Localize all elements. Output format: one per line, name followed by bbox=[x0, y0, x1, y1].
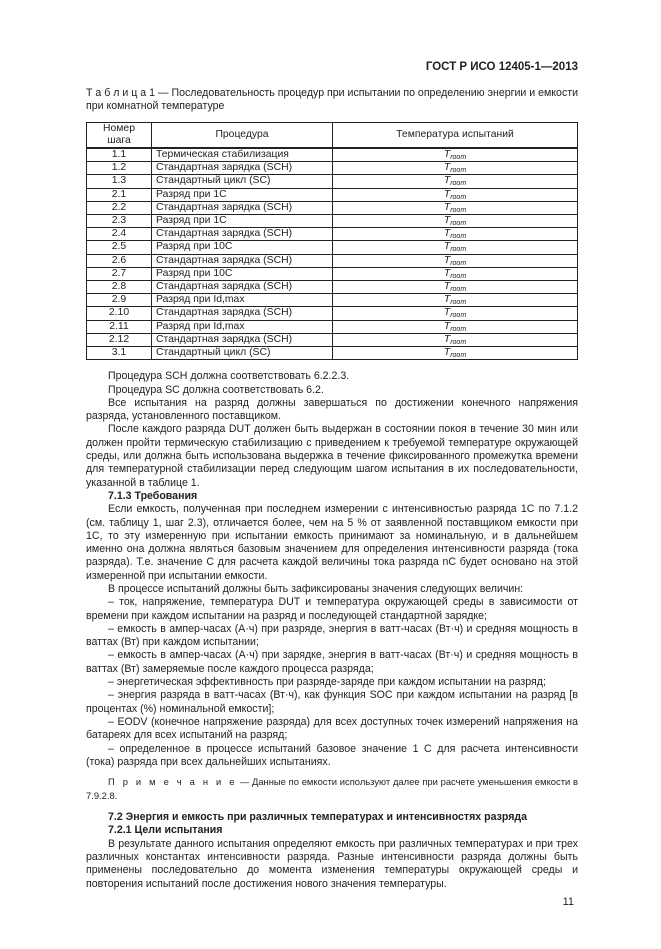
paragraph: – EODV (конечное напряжение разряда) для всех доступных точек измерений напряжения на батареях для всех испытаний на разряд; bbox=[86, 715, 578, 742]
temperature-cell bbox=[333, 201, 578, 214]
paragraph: Процедура SCH должна соответствовать 6.2.2.3. bbox=[108, 370, 350, 383]
temperature-cell bbox=[333, 175, 578, 188]
temperature-symbol: $T_{room}$ bbox=[443, 333, 467, 346]
step-cell: 2.1 bbox=[87, 188, 152, 201]
table-row bbox=[87, 228, 578, 241]
temperature-symbol: $T_{room}$ bbox=[443, 254, 467, 267]
heading-7-2: 7.2 Энергия и емкость при различных температурах и интенсивностях разряда bbox=[108, 811, 528, 824]
temperature-cell bbox=[333, 320, 578, 333]
procedure-cell: Разряд при 1C bbox=[152, 188, 333, 201]
procedure-cell: Разряд при 10C bbox=[152, 241, 333, 254]
temperature-symbol: $T_{room}$ bbox=[443, 149, 467, 161]
procedure-cell: Разряд при Id,max bbox=[152, 320, 333, 333]
step-cell: 2.11 bbox=[87, 320, 152, 333]
paragraph: В процессе испытаний должны быть зафиксированы значения следующих величин: bbox=[108, 583, 524, 595]
caption-label: Т а б л и ц а 1 bbox=[86, 87, 156, 99]
paragraph: – энергетическая эффективность при разряде-заряде при каждом испытании на разряд; bbox=[108, 676, 546, 689]
caption-text: — Последовательность процедур при испытании по определению энергии и емкости при комнатной температуре bbox=[86, 87, 579, 113]
temperature-symbol: $T_{room}$ bbox=[443, 294, 467, 307]
paragraph: Если емкость, полученная при последнем измерении с интенсивностью разряда 1C по 7.1.2 (см. таблицу 1, шаг 2.3), отличается более, чем на 5 % от заявленной поставщиком емкости при 1C, то эту измеренную при испытании емкость принимают за номинальную, и в дальнейшем именно она должна являться базовым значением для определения интенсивности разряда (тока разряда). Т.е. значение C для расчета каждой величины тока разряда nC будет основано на этой измеренной при испытании емкости. bbox=[86, 503, 578, 582]
procedure-cell: Стандартная зарядка (SCH) bbox=[152, 254, 333, 267]
note-label: П р и м е ч а н и е bbox=[108, 776, 238, 788]
temperature-symbol: $T_{room}$ bbox=[443, 267, 467, 280]
heading-7-2-1: 7.2.1 Цели испытания bbox=[108, 824, 223, 837]
temperature-symbol: $T_{room}$ bbox=[443, 241, 467, 254]
procedure-cell: Стандартная зарядка (SCH) bbox=[152, 162, 333, 175]
step-cell: 2.2 bbox=[87, 201, 152, 214]
step-cell: 2.7 bbox=[87, 267, 152, 280]
step-cell: 2.4 bbox=[87, 228, 152, 241]
table-row bbox=[87, 201, 578, 214]
paragraph: – емкость в ампер-часах (А·ч) при зарядке, энергия в ватт-часах (Вт·ч) и средняя мощность в ваттах (Вт) замеряемые после каждого процесса разряда; bbox=[86, 649, 578, 675]
temperature-cell bbox=[333, 215, 578, 228]
temperature-symbol: $T_{room}$ bbox=[443, 162, 467, 175]
step-cell: 1.2 bbox=[87, 162, 152, 175]
step-cell: 2.8 bbox=[87, 281, 152, 294]
paragraph: Процедура SC должна соответствовать 6.2. bbox=[108, 383, 324, 396]
temperature-cell bbox=[333, 333, 578, 346]
temperature-cell bbox=[333, 241, 578, 254]
procedure-cell: Стандартная зарядка (SCH) bbox=[152, 333, 333, 346]
table-row bbox=[87, 281, 578, 294]
procedure-cell: Термическая стабилизация bbox=[152, 148, 333, 162]
temperature-cell bbox=[333, 228, 578, 241]
paragraph: – определенное в процессе испытаний базовое значение 1 C для расчета интенсивности (тока) разряда при всех дальнейших испытаниях. bbox=[86, 742, 578, 768]
paragraph: В результате данного испытания определяют емкость при различных температурах и при трех различных константах интенсивности разряда. Разные интенсивности разряда должны быть применены последовательно до момента изменения температуры окружающей среды и повторения испытаний после достижения нового значения температуры. bbox=[86, 837, 578, 890]
procedure-cell: Разряд при Id,max bbox=[152, 294, 333, 307]
temperature-symbol: $T_{room}$ bbox=[443, 188, 467, 201]
procedure-cell: Стандартный цикл (SC) bbox=[152, 347, 333, 360]
table-row bbox=[87, 241, 578, 254]
paragraph: Все испытания на разряд должны завершаться по достижении конечного напряжения разряда, установленного поставщиком. bbox=[86, 396, 578, 423]
document-header: ГОСТ Р ИСО 12405-1—2013 bbox=[425, 61, 578, 73]
temperature-symbol: $T_{room}$ bbox=[443, 320, 467, 333]
procedure-cell: Стандартная зарядка (SCH) bbox=[152, 281, 333, 294]
page-number: 11 bbox=[562, 895, 574, 908]
temperature-cell bbox=[333, 294, 578, 307]
step-cell: 2.5 bbox=[87, 241, 152, 254]
step-cell: 2.3 bbox=[87, 215, 152, 228]
note-text: — Данные по емкости используют далее при расчете уменьшения емкости в 7.9.2.8. bbox=[86, 776, 578, 802]
table-row bbox=[87, 162, 578, 175]
temperature-symbol: $T_{room}$ bbox=[443, 307, 467, 320]
table-row bbox=[87, 320, 578, 333]
paragraph: – энергия разряда в ватт-часах (Вт·ч), как функция SOC при каждом испытании на разряд [в процентах (%) номинальной емкости]; bbox=[86, 689, 578, 715]
table-row bbox=[87, 294, 578, 307]
procedure-table bbox=[86, 122, 578, 361]
paragraph: – емкость в ампер-часах (А·ч) при разряде, энергия в ватт-часах (Вт·ч) и средняя мощность в ваттах (Вт) при каждом испытании; bbox=[86, 622, 578, 649]
procedure-cell: Стандартный цикл (SC) bbox=[152, 175, 333, 188]
col-header-temperature: Температура испытаний bbox=[333, 122, 578, 148]
table-row bbox=[87, 215, 578, 228]
procedure-cell: Разряд при 10C bbox=[152, 267, 333, 280]
temperature-cell bbox=[333, 307, 578, 320]
temperature-cell bbox=[333, 267, 578, 280]
col-header-procedure: Процедура bbox=[152, 122, 333, 148]
body-text-1 bbox=[86, 370, 578, 891]
temperature-symbol: $T_{room}$ bbox=[443, 281, 467, 294]
step-cell: 2.6 bbox=[87, 254, 152, 267]
note bbox=[86, 775, 578, 803]
table-row bbox=[87, 333, 578, 346]
procedure-cell: Стандартная зарядка (SCH) bbox=[152, 201, 333, 214]
temperature-symbol: $T_{room}$ bbox=[443, 175, 467, 188]
col-header-step: Номер шага bbox=[87, 122, 152, 148]
table-row bbox=[87, 347, 578, 360]
table-row bbox=[87, 267, 578, 280]
step-cell: 2.10 bbox=[87, 307, 152, 320]
step-cell: 3.1 bbox=[87, 347, 152, 360]
temperature-cell bbox=[333, 188, 578, 201]
temperature-cell bbox=[333, 148, 578, 162]
temperature-symbol: $T_{room}$ bbox=[443, 228, 467, 241]
temperature-symbol: $T_{room}$ bbox=[443, 201, 467, 214]
procedure-cell: Разряд при 1C bbox=[152, 215, 333, 228]
step-cell: 1.3 bbox=[87, 175, 152, 188]
table-row bbox=[87, 307, 578, 320]
table-row bbox=[87, 148, 578, 162]
temperature-symbol: $T_{room}$ bbox=[443, 347, 467, 360]
paragraph: – ток, напряжение, температура DUT и температура окружающей среды в зависимости от времени при каждом испытании на разряд и последующей стандартной зарядке; bbox=[86, 596, 578, 622]
table-row bbox=[87, 254, 578, 267]
paragraph: После каждого разряда DUT должен быть выдержан в состоянии покоя в течение 30 мин или должен пройти термическую стабилизацию с приведением к требуемой температуре окружающей среды, или должна быть использована выдержка в течение фиксированного промежутка времени для температурной стабилизации перед следующим шагом испытания в их последовательности, указанной в таблице 1. bbox=[86, 423, 578, 489]
step-cell: 2.12 bbox=[87, 333, 152, 346]
heading-7-1-3: 7.1.3 Требования bbox=[108, 489, 198, 502]
temperature-cell bbox=[333, 347, 578, 360]
temperature-symbol: $T_{room}$ bbox=[443, 215, 467, 228]
table-row bbox=[87, 188, 578, 201]
step-cell: 1.1 bbox=[87, 148, 152, 162]
procedure-cell: Стандартная зарядка (SCH) bbox=[152, 307, 333, 320]
table-row bbox=[87, 175, 578, 188]
step-cell: 2.9 bbox=[87, 294, 152, 307]
temperature-cell bbox=[333, 281, 578, 294]
temperature-cell bbox=[333, 162, 578, 175]
temperature-cell bbox=[333, 254, 578, 267]
table-caption bbox=[86, 87, 578, 114]
procedure-cell: Стандартная зарядка (SCH) bbox=[152, 228, 333, 241]
